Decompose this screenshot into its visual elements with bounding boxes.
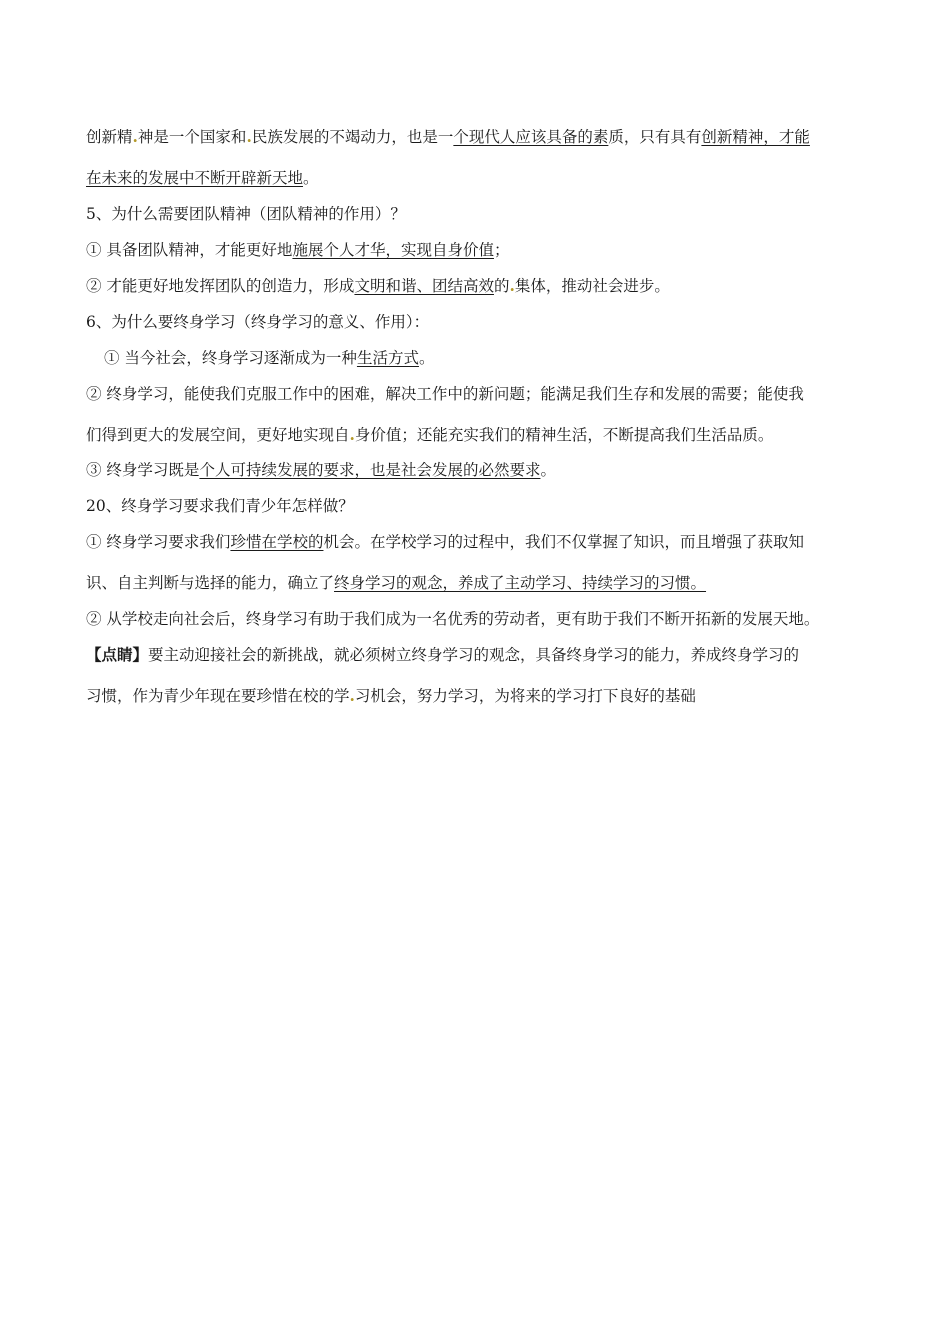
text-segment: 。 [303, 169, 319, 187]
text-segment: 创新精 [86, 128, 133, 146]
answer-20-item-1-line-2 [86, 573, 886, 593]
text-segment: 们得到更大的发展空间，更好地实现自 [86, 426, 350, 444]
text-segment: ① 终身学习要求我们 [86, 533, 231, 551]
text-segment: 集体，推动社会进步。 [514, 277, 670, 295]
mark-dot: . [132, 127, 138, 146]
answer-5-item-2 [86, 276, 886, 296]
underlined-text: 珍惜在学校的 [230, 533, 324, 551]
underlined-text: 终身学习的观念，养成了主动学习、持续学习的习惯。 [334, 574, 707, 592]
answer-6-item-2-line-2 [86, 425, 886, 445]
answer-6-item-2-line-1: ② 终身学习，能使我们克服工作中的困难，解决工作中的新问题；能满足我们生存和发展的需要；能使我 [86, 385, 804, 403]
underlined-text: 个人可持续发展的要求，也是社会发展的必然要求 [199, 461, 541, 479]
answer-20-item-2: ② 从学校走向社会后，终身学习有助于我们成为一名优秀的劳动者，更有助于我们不断开拓新的发展天地。 [86, 610, 820, 628]
text-segment: ① 具备团队精神，才能更好地 [86, 241, 293, 259]
underlined-text: 施展个人才华，实现自身价值 [292, 241, 494, 259]
answer-5-item-1 [86, 240, 886, 260]
text-segment: 身价值；还能充实我们的精神生活，不断提高我们生活品质。 [354, 426, 774, 444]
highlight-note-line-1 [86, 645, 886, 665]
mark-dot: . [246, 127, 252, 146]
answer-6-item-1 [104, 348, 904, 368]
underlined-text: 文明和谐、团结高效 [354, 277, 494, 295]
question-20-heading: 20、终身学习要求我们青少年怎样做？ [86, 497, 354, 515]
text-segment: ② 才能更好地发挥团队的创造力，形成 [86, 277, 355, 295]
text-segment: 机会。在学校学习的过程中，我们不仅掌握了知识，而且增强了获取知 [323, 533, 804, 551]
text-segment: 识、自主判断与选择的能力，确立了 [86, 574, 335, 592]
text-segment: ； [493, 241, 510, 259]
underlined-text: 创新精神，才能 [701, 128, 810, 146]
paragraph-innovation-line-1 [86, 127, 886, 147]
paragraph-innovation-line-2 [86, 168, 886, 188]
text-segment: ① 当今社会，终身学习逐渐成为一种 [104, 349, 357, 367]
underlined-text: 生活方式 [356, 349, 419, 367]
mark-dot: . [509, 276, 515, 295]
answer-6-item-3 [86, 460, 886, 480]
text-segment: 民族发展的不竭动力，也是一 [251, 128, 454, 146]
text-segment: 要主动迎接社会的新挑战，就必须树立终身学习的观念，具备终身学习的能力，养成终身学习的 [148, 646, 800, 664]
text-segment: 的 [493, 277, 510, 295]
underlined-text: 在未来的发展中不断开辟新天地 [86, 169, 304, 187]
mark-dot: . [349, 425, 355, 444]
mark-dot: . [349, 686, 355, 705]
highlight-label: 【点睛】 [86, 645, 149, 664]
text-segment: 。 [418, 349, 435, 367]
question-6-heading: 6、为什么要终身学习（终身学习的意义、作用）： [86, 313, 430, 331]
highlight-note-line-2 [86, 686, 886, 706]
text-segment: 习机会，努力学习，为将来的学习打下良好的基础 [354, 687, 696, 705]
text-segment: 质，只有具有 [608, 128, 702, 146]
text-segment: 。 [540, 461, 556, 479]
text-segment: 习惯，作为青少年现在要珍惜在校的学 [86, 687, 350, 705]
text-segment: ③ 终身学习既是 [86, 461, 200, 479]
question-5-heading: 5、为什么需要团队精神（团队精神的作用）？ [86, 205, 406, 223]
text-segment: 神是一个国家和 [137, 128, 247, 146]
underlined-text: 个现代人应该具备的素 [453, 128, 609, 146]
answer-20-item-1-line-1 [86, 532, 886, 552]
